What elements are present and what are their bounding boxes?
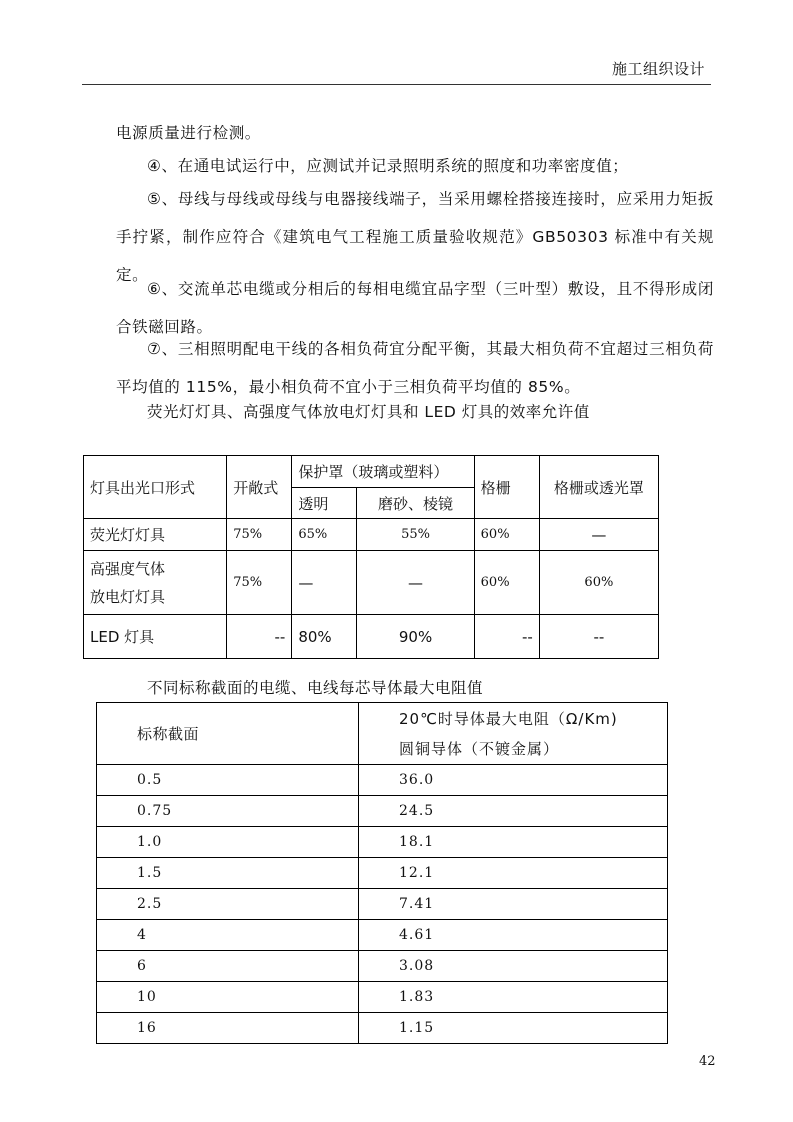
cell-resistance: 24.5 bbox=[359, 796, 668, 827]
header-divider bbox=[82, 84, 711, 85]
table-row bbox=[97, 920, 668, 951]
conductor-resistance-table bbox=[96, 702, 668, 1044]
header-transparent: 透明 bbox=[292, 488, 357, 519]
table-row bbox=[97, 765, 668, 796]
table-row bbox=[97, 1013, 668, 1044]
paragraph-item-4: ④、在通电试运行中，应测试并记录照明系统的照度和功率密度值； bbox=[147, 157, 629, 175]
cell-resistance: 7.41 bbox=[359, 889, 668, 920]
header-grille: 格栅 bbox=[474, 456, 539, 519]
paragraph-item-6: ⑥、交流单芯电缆或分相后的每相电缆宜品字型（三叶型）敷设，且不得形成闭合铁磁回路。 bbox=[116, 280, 714, 336]
table-row bbox=[97, 889, 668, 920]
row-name: 荧光灯灯具 bbox=[84, 519, 227, 551]
cell-section: 0.75 bbox=[97, 796, 359, 827]
page-number: 42 bbox=[699, 1054, 716, 1069]
table-row bbox=[84, 615, 659, 659]
cell-resistance: 12.1 bbox=[359, 858, 668, 889]
header-section: 标称截面 bbox=[97, 703, 359, 765]
table-row bbox=[84, 551, 659, 615]
cell-frosted: 90% bbox=[357, 615, 474, 659]
cell-section: 10 bbox=[97, 982, 359, 1013]
cell-grille: 60% bbox=[474, 519, 539, 551]
header-grille-cover: 格栅或透光罩 bbox=[539, 456, 658, 519]
table1-caption: 荧光灯灯具、高强度气体放电灯灯具和 LED 灯具的效率允许值 bbox=[147, 403, 590, 421]
cell-open: 75% bbox=[227, 551, 292, 615]
cell-grille: -- bbox=[474, 615, 539, 659]
table-row bbox=[97, 951, 668, 982]
cell-grille-cover: — bbox=[539, 519, 658, 551]
cell-open: 75% bbox=[227, 519, 292, 551]
cell-open: -- bbox=[227, 615, 292, 659]
cell-grille-cover: 60% bbox=[539, 551, 658, 615]
cell-transparent: 80% bbox=[292, 615, 357, 659]
cell-section: 16 bbox=[97, 1013, 359, 1044]
header-cover: 保护罩（玻璃或塑料） bbox=[292, 456, 474, 488]
header-resistance-line2: 圆铜导体（不镀金属） bbox=[399, 739, 560, 758]
row-name: LED 灯具 bbox=[84, 615, 227, 659]
cell-frosted: — bbox=[357, 551, 474, 615]
luminaire-efficiency-table bbox=[83, 455, 659, 659]
cell-resistance: 1.15 bbox=[359, 1013, 668, 1044]
cell-resistance: 36.0 bbox=[359, 765, 668, 796]
cell-section: 0.5 bbox=[97, 765, 359, 796]
table-row bbox=[97, 858, 668, 889]
cell-section: 4 bbox=[97, 920, 359, 951]
table-row bbox=[84, 519, 659, 551]
cell-section: 6 bbox=[97, 951, 359, 982]
cell-section: 1.0 bbox=[97, 827, 359, 858]
cell-grille-cover: -- bbox=[539, 615, 658, 659]
header-resistance-line1: 20℃时导体最大电阻（Ω/Km) bbox=[399, 709, 618, 728]
table2-caption: 不同标称截面的电缆、电线每芯导体最大电阻值 bbox=[147, 679, 484, 697]
paragraph-item-5: ⑤、母线与母线或母线与电器接线端子，当采用螺栓搭接连接时，应采用力矩扳手拧紧，制作应符合《建筑电气工程施工质量验收规范》GB50303 标准中有关规定。 bbox=[116, 190, 714, 284]
row-name-line1: 高强度气体 bbox=[90, 559, 166, 578]
header-frosted: 磨砂、棱镜 bbox=[357, 488, 474, 519]
paragraph-continuation: 电源质量进行检测。 bbox=[116, 124, 261, 142]
row-name bbox=[84, 551, 227, 615]
table-row bbox=[97, 827, 668, 858]
cell-transparent: 65% bbox=[292, 519, 357, 551]
header-outlet: 灯具出光口形式 bbox=[84, 456, 227, 519]
paragraph-item-7: ⑦、三相照明配电干线的各相负荷宜分配平衡，其最大相负荷不宜超过三相负荷平均值的 115%，最小相负荷不宜小于三相负荷平均值的 85%。 bbox=[116, 340, 714, 396]
table-row bbox=[97, 796, 668, 827]
header-title: 施工组织设计 bbox=[612, 60, 706, 78]
cell-resistance: 3.08 bbox=[359, 951, 668, 982]
cell-resistance: 1.83 bbox=[359, 982, 668, 1013]
cell-resistance: 4.61 bbox=[359, 920, 668, 951]
cell-resistance: 18.1 bbox=[359, 827, 668, 858]
cell-frosted: 55% bbox=[357, 519, 474, 551]
cell-section: 2.5 bbox=[97, 889, 359, 920]
header-resistance bbox=[359, 703, 668, 765]
cell-section: 1.5 bbox=[97, 858, 359, 889]
table-row bbox=[97, 982, 668, 1013]
row-name-line2: 放电灯灯具 bbox=[90, 587, 166, 606]
header-open: 开敞式 bbox=[227, 456, 292, 519]
cell-grille: 60% bbox=[474, 551, 539, 615]
cell-transparent: — bbox=[292, 551, 357, 615]
